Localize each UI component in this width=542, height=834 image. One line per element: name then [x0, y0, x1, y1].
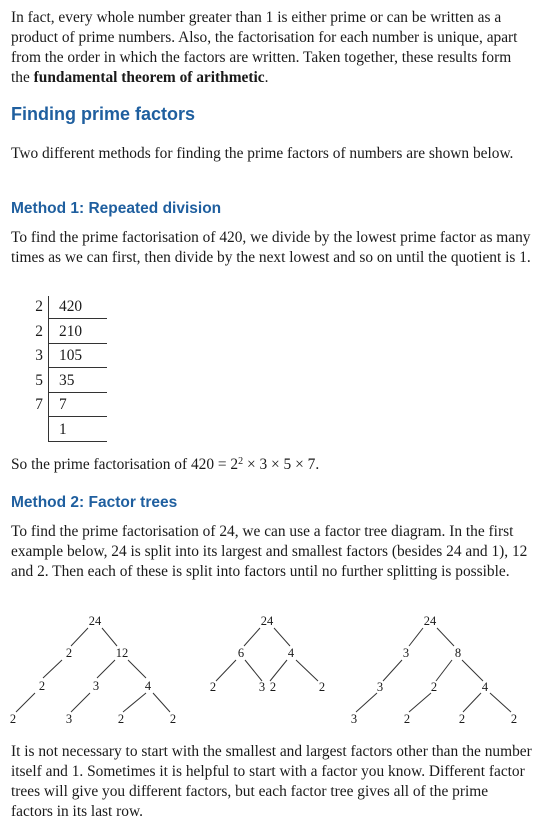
tree-edge [71, 628, 88, 646]
tree-edge [383, 660, 402, 681]
quotient: 35 [59, 371, 75, 389]
result-suffix: × 3 × 5 × 7. [243, 456, 320, 473]
divisor: 5 [35, 371, 43, 389]
tree-edge [102, 628, 117, 646]
quotient: 105 [59, 347, 83, 364]
tree-edge [245, 660, 262, 681]
tree-edge [437, 628, 454, 646]
tree-edge [490, 693, 511, 712]
tree-node: 3 [402, 646, 410, 660]
quotient: 7 [59, 396, 67, 413]
method2-text: To find the prime factorisation of 24, we can use a factor tree diagram. In the first example below, 24 is split into its largest and smallest factors (besides 24 and 1), 12 and 2. Then each of these is split into factors until no further splitting is possible. [11, 523, 528, 580]
factor-tree-3 [351, 614, 517, 726]
tree-leaf: 2 [9, 712, 17, 726]
tree-edge [356, 693, 377, 712]
tree-edge [409, 628, 423, 646]
intro-paragraph [11, 8, 533, 88]
tree-node: 2 [65, 646, 73, 660]
tree-edge [123, 693, 146, 712]
division-row [28, 296, 128, 320]
quotient: 1 [59, 420, 67, 438]
tree-edge [97, 660, 115, 678]
division-row [28, 321, 128, 345]
tree-leaf: 2 [117, 712, 125, 726]
method1-result [11, 455, 533, 475]
tree-edge [216, 660, 236, 681]
tree-node: 24 [423, 614, 437, 628]
tree-leaf: 3 [65, 712, 73, 726]
tree-node: 3 [92, 679, 100, 693]
tree-node: 3 [376, 680, 384, 694]
division-row [28, 419, 128, 443]
tree-leaf: 2 [169, 712, 177, 726]
tree-edge [274, 628, 290, 646]
factor-trees [0, 608, 542, 726]
tree-edge [128, 660, 146, 678]
tree-node: 24 [260, 614, 274, 628]
tree-edge [409, 693, 431, 712]
tree-leaf: 2 [403, 712, 411, 726]
theorem-term: fundamental theorem of arithmetic [33, 69, 265, 86]
tree-edge [436, 660, 452, 681]
tree-leaf: 2 [269, 680, 277, 694]
intro-text: In fact, every whole number greater than 1 is either prime or can be written as a product of prime numbers. Also, the factorisation for each number is unique, apart from the order in which the factors are written. Taken together, these results form the [11, 9, 518, 86]
result-prefix: So the prime factorisation of 420 = 2 [11, 456, 239, 473]
tree-leaf: 3 [350, 712, 358, 726]
quotient: 420 [59, 298, 83, 315]
tree-node: 4 [481, 680, 489, 694]
tree-edge [71, 693, 90, 712]
tree-edge [270, 660, 287, 681]
tree-edge [296, 660, 318, 681]
divisor: 2 [35, 322, 43, 340]
section-heading: Finding prime factors [11, 104, 196, 124]
division-row [28, 394, 128, 418]
tree-node: 2 [38, 679, 46, 693]
tree-edge [153, 693, 170, 712]
tree-node: 4 [144, 679, 152, 693]
tree-node: 8 [454, 646, 462, 660]
tree-edge [43, 660, 62, 678]
division-row [28, 345, 128, 369]
closing-paragraph: It is not necessary to start with the smallest and largest factors other than the number itself and 1. Sometimes it is helpful to start with a factor you know. Different factor trees will give you different factors, but each factor tree gives all of the prime factors in its last row. [11, 743, 532, 820]
method1-text: To find the prime factorisation of 420, we divide by the lowest prime factor as many times as we can first, then divide by the next lowest and so on until the quotient is 1. [11, 229, 531, 266]
factor-tree-1 [10, 614, 176, 726]
division-row [28, 370, 128, 394]
divisor: 7 [35, 396, 43, 413]
tree-node: 12 [115, 646, 129, 660]
tree-leaf: 2 [458, 712, 466, 726]
result-exponent: 2 [238, 456, 244, 467]
tree-node: 6 [237, 646, 245, 660]
tree-edge [16, 693, 35, 712]
tree-edge [244, 628, 260, 646]
tree-leaf: 2 [318, 680, 326, 694]
section-intro: Two different methods for finding the prime factors of numbers are shown below. [11, 145, 514, 162]
method1-heading: Method 1: Repeated division [11, 200, 222, 217]
tree-edge [463, 693, 481, 712]
method2-heading: Method 2: Factor trees [11, 494, 178, 511]
quotient: 210 [59, 322, 83, 340]
divisor: 2 [35, 298, 43, 315]
tree-leaf: 2 [510, 712, 518, 726]
intro-end: . [264, 69, 269, 86]
tree-edge [462, 660, 483, 681]
divisor: 3 [35, 347, 43, 364]
tree-node: 2 [430, 680, 438, 694]
tree-leaf: 3 [258, 680, 266, 694]
tree-node: 24 [88, 614, 102, 628]
factor-tree-2 [210, 614, 325, 694]
tree-node: 4 [287, 646, 295, 660]
tree-leaf: 2 [209, 680, 217, 694]
